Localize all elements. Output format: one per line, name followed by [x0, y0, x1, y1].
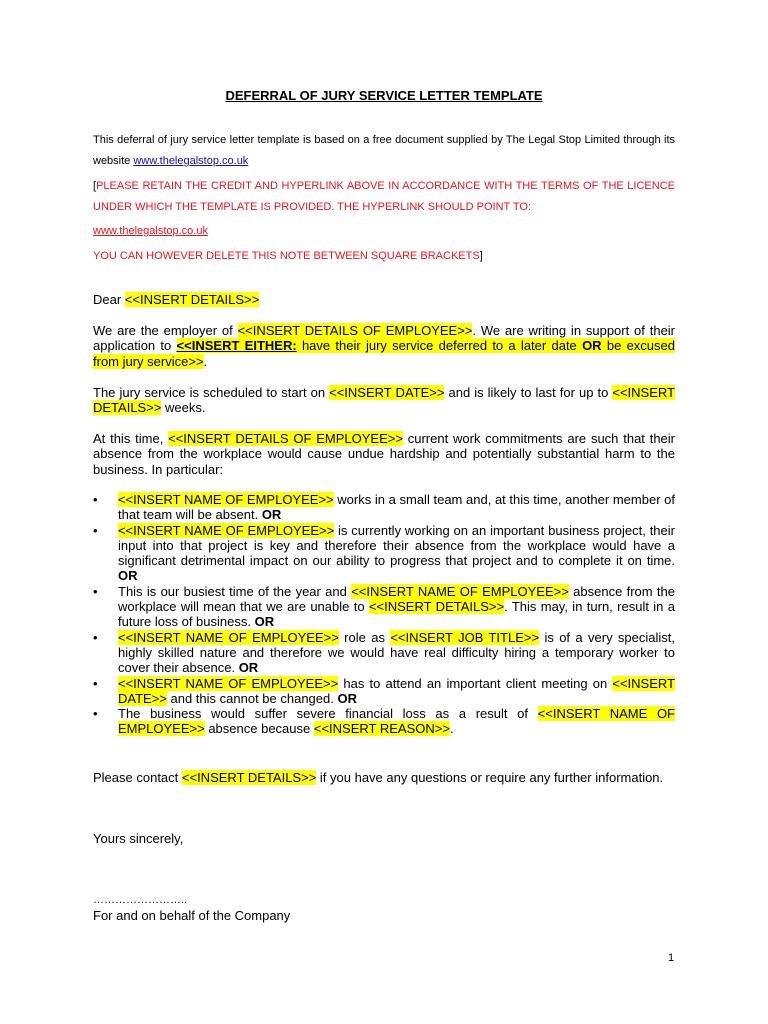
placeholder: <<INSERT NAME OF EMPLOYEE>>: [118, 675, 339, 691]
website-link[interactable]: www.thelegalstop.co.uk: [133, 155, 249, 167]
placeholder: <<INSERT NAME OF EMPLOYEE>>: [118, 522, 335, 538]
bullet-icon: •: [93, 629, 98, 645]
list-item: • The business would suffer severe financial loss as a result of <<INSERT NAME OF EMPLOYEE>> absence because <<INSERT REASON>>.: [93, 706, 675, 737]
text: The jury service is scheduled to start on: [93, 385, 330, 400]
open-bracket: [: [93, 180, 97, 192]
intro-paragraph: [93, 130, 675, 172]
document-title: DEFERRAL OF JURY SERVICE LETTER TEMPLATE: [225, 88, 543, 103]
placeholder: <<INSERT DATE>>: [329, 385, 445, 400]
text: At this time,: [93, 431, 169, 446]
bullet-icon: •: [93, 522, 98, 538]
salutation-dear: Dear: [93, 292, 125, 307]
bullet-icon: •: [93, 583, 98, 599]
placeholder: <<INSERT REASON>>: [313, 721, 450, 737]
text: current work commitments are such that their absence from the workplace would cause undue hardship and potentially substantial harm to the business. In particular:: [93, 431, 676, 477]
list-item: • <<INSERT NAME OF EMPLOYEE>> role as <<INSERT JOB TITLE>> is of a very specialist, highly skilled nature and therefore we would have real difficulty hiring a temporary worker to cover their absence. OR: [93, 629, 676, 676]
text: .: [203, 353, 208, 369]
bullet-icon: •: [93, 706, 98, 722]
licence-note-delete-line: [93, 246, 675, 267]
placeholder: <<INSERT NAME OF EMPLOYEE>>: [118, 629, 339, 645]
paragraph-contact: [93, 770, 675, 785]
text: if you have any questions or require any further information.: [316, 770, 664, 785]
text: Please contact: [93, 770, 182, 785]
placeholder: <<INSERT DETAILS>>: [181, 770, 317, 785]
licence-note-link[interactable]: www.thelegalstop.co.uk: [93, 225, 208, 237]
placeholder: <<INSERT NAME OF EMPLOYEE>>: [118, 706, 675, 737]
licence-note-link-line: [93, 221, 675, 242]
paragraph-employer: [93, 323, 675, 369]
intro-text: This deferral of jury service letter template is based on a free document supplied by The Legal Stop Limited through its website: [93, 134, 675, 167]
placeholder: <<INSERT NAME OF EMPLOYEE>>: [351, 583, 569, 599]
licence-note: [93, 176, 675, 218]
bullet-icon: •: [93, 675, 98, 691]
page-number: 1: [668, 952, 675, 964]
paragraph-schedule: [93, 385, 675, 416]
signature-line: ……………………..: [93, 894, 188, 906]
bullet-icon: •: [93, 492, 98, 507]
placeholder: <<INSERT DETAILS>>: [368, 599, 505, 615]
placeholder: <<INSERT JOB TITLE>>: [390, 629, 540, 645]
text: . We are writing in support of their application to: [93, 323, 676, 354]
reasons-list: [93, 492, 675, 737]
placeholder: <<INSERT DETAILS>>: [124, 292, 260, 307]
text: We are the employer of: [93, 323, 238, 338]
placeholder: <<INSERT DETAILS>>: [93, 385, 675, 416]
placeholder: <<INSERT DATE>>: [118, 675, 675, 706]
closing: Yours sincerely,: [93, 831, 184, 846]
placeholder: <<INSERT EITHER: have their jury service deferred to a later date OR be excused from jury service>>: [93, 338, 675, 369]
salutation: [93, 292, 675, 307]
placeholder: <<INSERT DETAILS OF EMPLOYEE>>: [237, 323, 473, 338]
delete-note-text: YOU CAN HOWEVER DELETE THIS NOTE BETWEEN SQUARE BRACKETS: [93, 250, 480, 262]
text: and is likely to last for up to: [444, 385, 613, 400]
placeholder: <<INSERT NAME OF EMPLOYEE>>: [118, 492, 334, 507]
placeholder: <<INSERT DETAILS OF EMPLOYEE>>: [168, 431, 403, 446]
signoff: For and on behalf of the Company: [93, 908, 291, 923]
list-item: • <<INSERT NAME OF EMPLOYEE>> has to attend an important client meeting on <<INSERT DATE>> and this cannot be changed. OR: [93, 675, 675, 706]
list-item: • This is our busiest time of the year and <<INSERT NAME OF EMPLOYEE>> absence from the workplace will mean that we are unable to <<INSERT DETAILS>>. This may, in turn, result in a future loss of business. OR: [93, 583, 676, 630]
paragraph-commitments: [93, 431, 675, 477]
licence-note-text: PLEASE RETAIN THE CREDIT AND HYPERLINK ABOVE IN ACCORDANCE WITH THE TERMS OF THE LICENCE UNDER WHICH THE TEMPLATE IS PROVIDED. THE HYPERLINK SHOULD POINT TO:: [93, 180, 675, 213]
list-item: • <<INSERT NAME OF EMPLOYEE>> works in a small team and, at this time, another member of that team will be absent. OR: [93, 492, 676, 523]
list-item: • <<INSERT NAME OF EMPLOYEE>> is currently working on an important business project, their input into that project is key and therefore their absence from the workplace would have a significant detrimental impact on our ability to progress that project and to complete it on time. OR: [93, 522, 675, 584]
close-bracket: ]: [479, 250, 483, 262]
text: weeks.: [161, 400, 206, 416]
